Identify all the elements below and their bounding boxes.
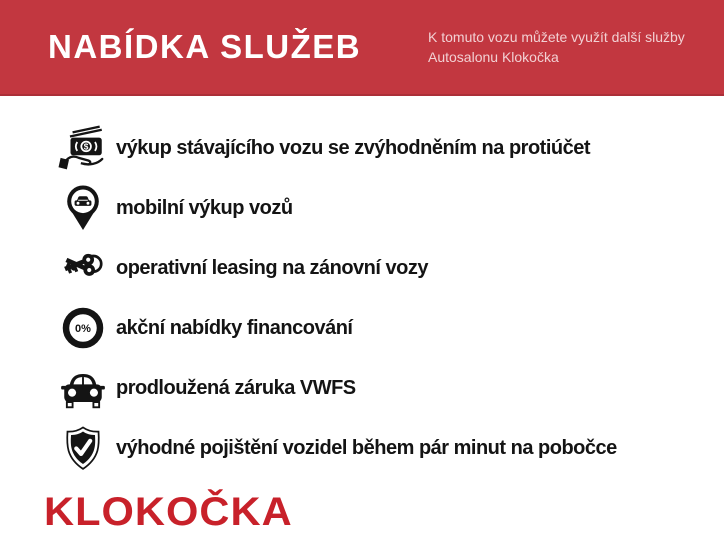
service-label: mobilní výkup vozů bbox=[116, 196, 293, 219]
cash-in-hand-icon bbox=[56, 121, 110, 175]
list-item bbox=[56, 358, 724, 418]
footer bbox=[44, 490, 724, 535]
header-subtitle-line2: Autosalonu Klokočka bbox=[428, 49, 559, 65]
list-item bbox=[56, 238, 724, 298]
services-list bbox=[0, 96, 724, 478]
list-item bbox=[56, 298, 724, 358]
zero-percent-icon bbox=[56, 301, 110, 355]
zero-percent-label: 0% bbox=[75, 323, 91, 335]
service-label: operativní leasing na zánovní vozy bbox=[116, 256, 428, 279]
service-label: akční nabídky financování bbox=[116, 316, 353, 339]
car-keys-icon bbox=[56, 241, 110, 295]
list-item bbox=[56, 118, 724, 178]
page-title: NABÍDKA SLUŽEB bbox=[48, 28, 362, 65]
svg-text:$: $ bbox=[83, 141, 89, 152]
shield-check-icon bbox=[56, 421, 110, 475]
list-item bbox=[56, 418, 724, 478]
service-label: prodloužená záruka VWFS bbox=[116, 376, 356, 399]
map-pin-car-icon bbox=[56, 181, 110, 235]
list-item bbox=[56, 178, 724, 238]
header-subtitle bbox=[428, 27, 690, 67]
header-banner bbox=[0, 0, 724, 96]
header-subtitle-line1: K tomuto vozu můžete využít další služby bbox=[428, 29, 685, 45]
klokocka-logo: KLOKOČKA bbox=[44, 490, 293, 534]
service-label: výkup stávajícího vozu se zvýhodněním na protiúčet bbox=[116, 136, 591, 159]
service-label: výhodné pojištění vozidel během pár minut na pobočce bbox=[116, 436, 617, 459]
car-icon bbox=[56, 361, 110, 415]
